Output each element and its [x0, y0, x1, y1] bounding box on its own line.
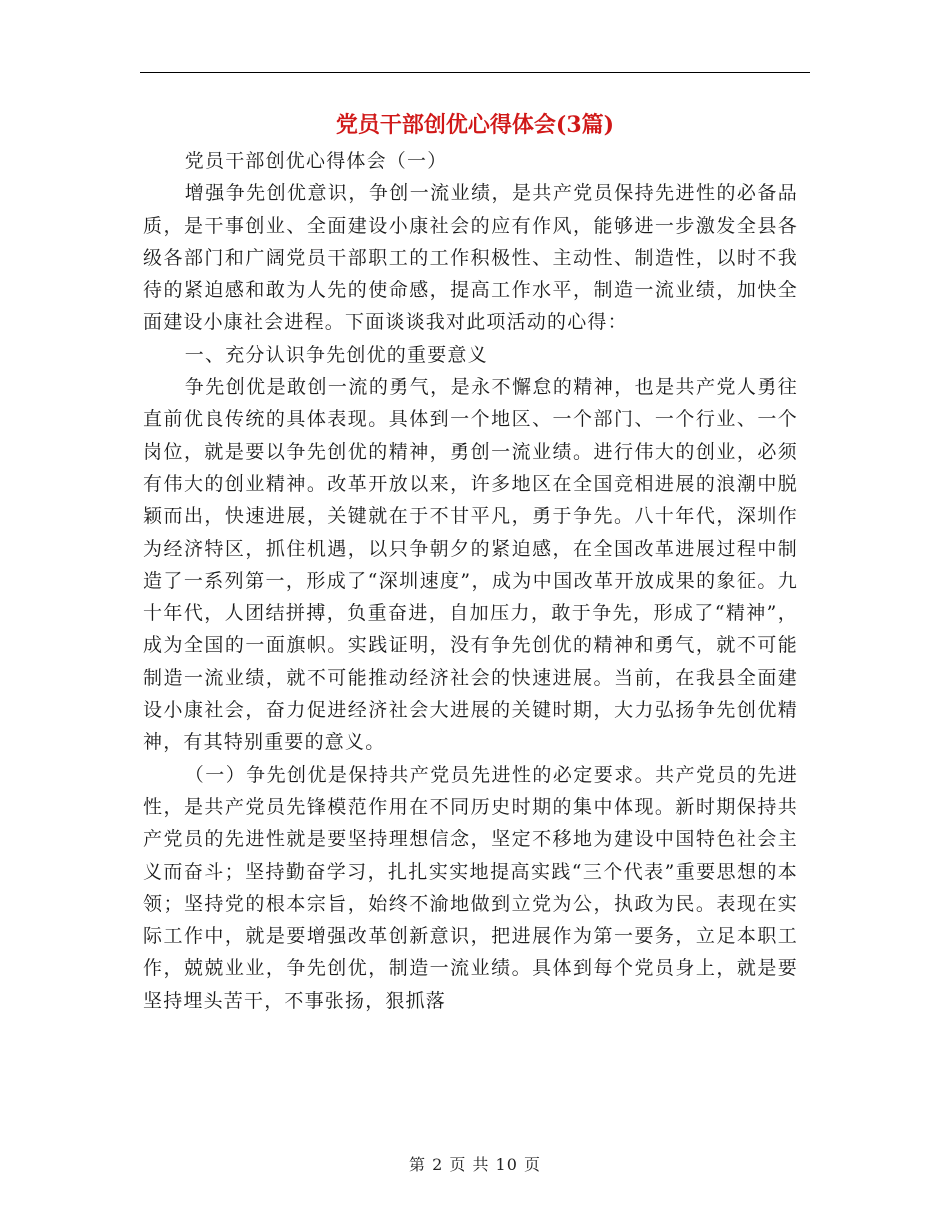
page-number: 第 2 页 共 10 页: [409, 1155, 541, 1174]
body-paragraph: 增强争先创优意识，争创一流业绩，是共产党员保持先进性的必备品质，是干事创业、全面建设小康社会的应有作风，能够进一步激发全县各级各部门和广阔党员干部职工的工作积极性、主动性、制造性，以时不我待的紧迫感和敢为人先的使命感，提高工作水平，制造一流业绩，加快全面建设小康社会进程。下面谈谈我对此项活动的心得：: [143, 182, 798, 334]
body-paragraph: （一）争先创优是保持共产党员先进性的必定要求。共产党员的先进性，是共产党员先锋模范作用在不同历史时期的集中体现。新时期保持共产党员的先进性就是要坚持理想信念，坚定不移地为建设中国特色社会主义而奋斗；坚持勤奋学习，扎扎实实地提高实践“三个代表”重要思想的本领；坚持党的根本宗旨，始终不渝地做到立党为公，执政为民。表现在实际工作中，就是要增强改革创新意识，把进展作为第一要务，立足本职工作，兢兢业业，争先创优，制造一流业绩。具体到每个党员身上，就是要坚持埋头苦干，不事张扬，狠抓落: [143, 763, 798, 1012]
header-rule: [140, 72, 810, 73]
section-heading: 党员干部创优心得体会（一）: [184, 150, 448, 172]
body-paragraph: 争先创优是敢创一流的勇气，是永不懈怠的精神，也是共产党人勇往直前优良传统的具体表现。具体到一个地区、一个部门、一个行业、一个岗位，就是要以争先创优的精神，勇创一流业绩。进行伟大的创业，必须有伟大的创业精神。改革开放以来，许多地区在全国竞相进展的浪潮中脱颖而出，快速进展，关键就在于不甘平凡，勇于争先。八十年代，深圳作为经济特区，抓住机遇，以只争朝夕的紧迫感，在全国改革进展过程中制造了一系列第一，形成了“深圳速度”，成为中国改革开放成果的象征。九十年代，人团结拼搏，负重奋进，自加压力，敢于争先，形成了“精神”，成为全国的一面旗帜。实践证明，没有争先创优的精神和勇气，就不可能制造一流业绩，就不可能推动经济社会的快速进展。当前，在我县全面建设小康社会，奋力促进经济社会大进展的关键时期，大力弘扬争先创优精神，有其特别重要的意义。: [143, 376, 798, 754]
subsection-heading: 一、充分认识争先创优的重要意义: [184, 343, 488, 366]
document-title: 党员干部创优心得体会(3篇): [335, 112, 615, 138]
document-body: [143, 145, 798, 1017]
